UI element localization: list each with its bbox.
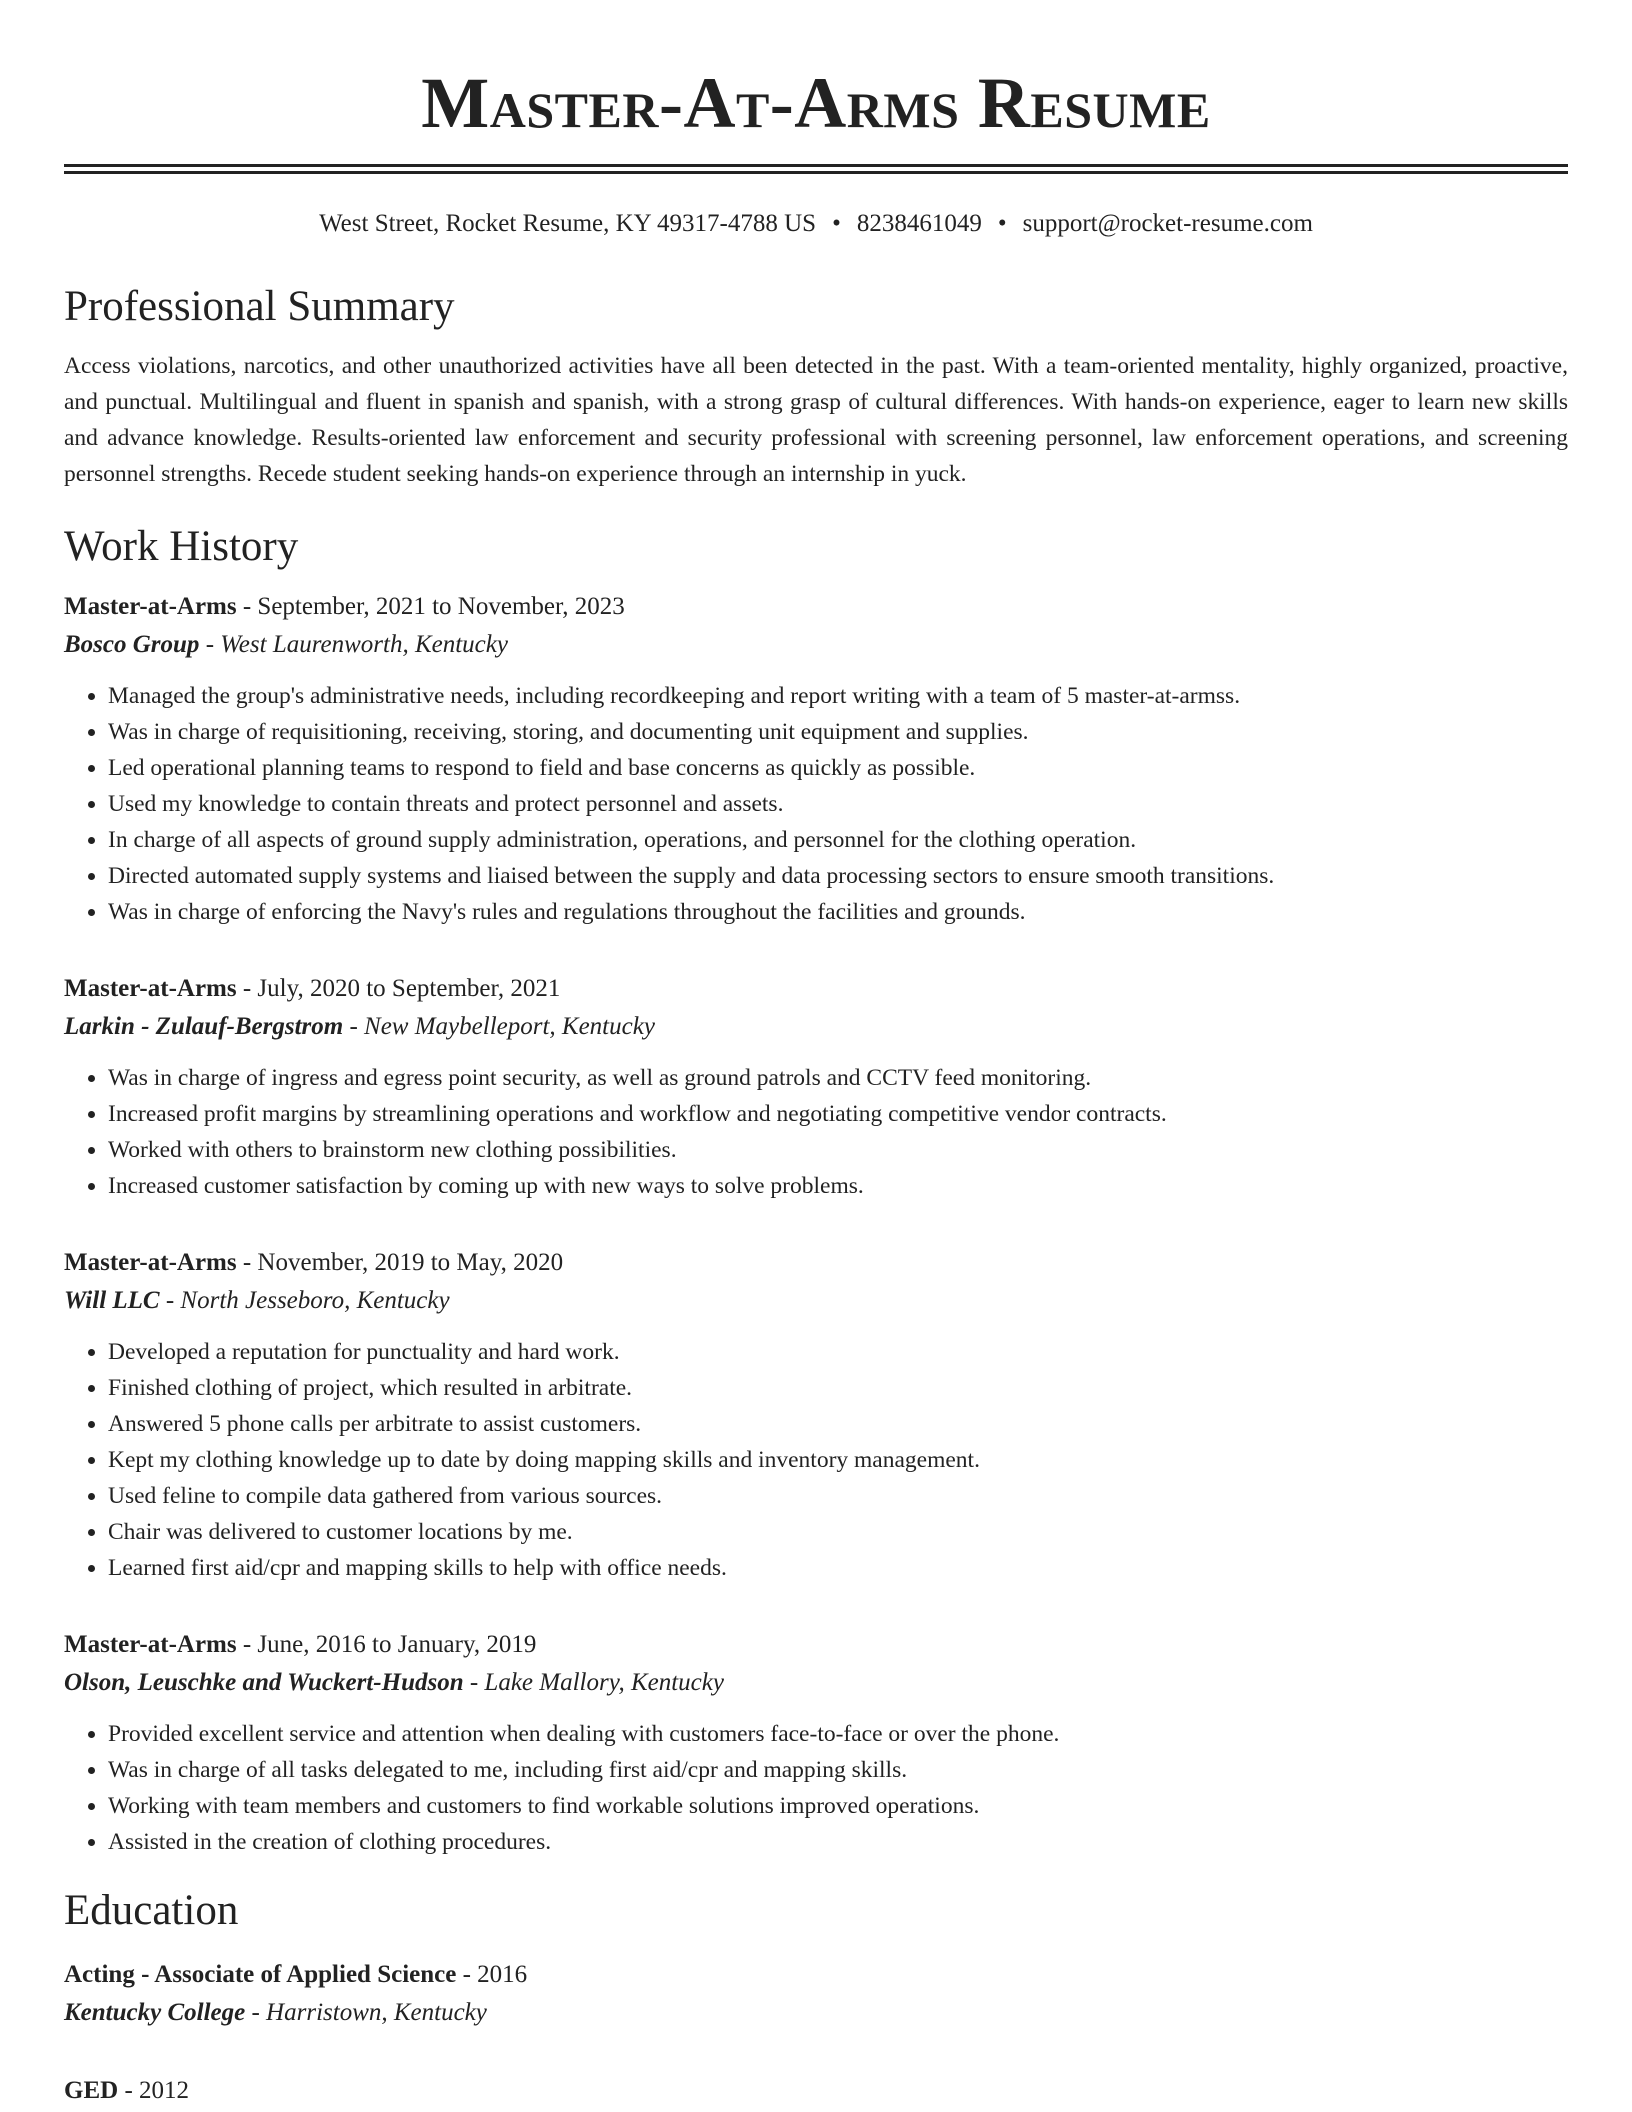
job-entry	[64, 1244, 1568, 1586]
company-line	[64, 626, 1568, 664]
company-location: - New Maybelleport, Kentucky	[343, 1013, 655, 1040]
job-dates: - June, 2016 to January, 2019	[236, 1631, 537, 1658]
bullet-item: • Used my knowledge to contain threats and protect personnel and assets.	[108, 786, 1568, 822]
bullet-item: • Managed the group's administrative needs, including recordkeeping and report writing with a team of 5 master-at-armss.	[108, 678, 1568, 714]
bullet-item: • Used feline to compile data gathered from various sources.	[108, 1478, 1568, 1514]
bullet-item: • Kept my clothing knowledge up to date by doing mapping skills and inventory management.	[108, 1442, 1568, 1478]
bullet-item: • In charge of all aspects of ground supply administration, operations, and personnel for the clothing operation.	[108, 822, 1568, 858]
degree-line	[64, 1956, 1568, 1994]
work-history-heading: Work History	[64, 523, 299, 570]
job-title-line	[64, 1244, 1568, 1282]
job-entry	[64, 1626, 1568, 1860]
education-entry	[64, 2072, 1568, 2110]
company-name: Larkin - Zulauf-Bergstrom	[64, 1013, 344, 1040]
job-entry	[64, 970, 1568, 1204]
company-name: Olson, Leuschke and Wuckert-Hudson	[64, 1669, 464, 1696]
company-line	[64, 1008, 1568, 1046]
job-dates: - November, 2019 to May, 2020	[236, 1249, 564, 1276]
contact-line	[64, 208, 1568, 240]
contact-phone: 8238461049	[856, 210, 982, 237]
school-name: Kentucky College	[64, 1999, 246, 2026]
bullet-item: • Provided excellent service and attention when dealing with customers face-to-face or over the phone.	[108, 1716, 1568, 1752]
job-title-line	[64, 588, 1568, 626]
job-title: Master-at-Arms	[64, 975, 237, 1002]
bullet-item: • Was in charge of requisitioning, receiving, storing, and documenting unit equipment and supplies.	[108, 714, 1568, 750]
degree-year: - 2012	[118, 2077, 190, 2104]
company-location: - Lake Mallory, Kentucky	[463, 1669, 724, 1696]
company-name: Will LLC	[64, 1287, 160, 1314]
resume-page	[64, 0, 1568, 2110]
contact-address: West Street, Rocket Resume, KY 49317-4788 US	[319, 210, 817, 237]
bullet-item: • Was in charge of enforcing the Navy's rules and regulations throughout the facilities and grounds.	[108, 894, 1568, 930]
degree-year: - 2016	[456, 1961, 528, 1988]
job-title: Master-at-Arms	[64, 1249, 237, 1276]
job-title-line	[64, 970, 1568, 1008]
job-title-line	[64, 1626, 1568, 1664]
work-history-list	[64, 588, 1568, 1860]
resume-title: Master-At-Arms Resume	[421, 63, 1211, 143]
bullet-item: • Working with team members and customers to find workable solutions improved operations.	[108, 1788, 1568, 1824]
job-entry	[64, 588, 1568, 930]
school-location: - Harristown, Kentucky	[245, 1999, 487, 2026]
company-line	[64, 1282, 1568, 1320]
job-title: Master-at-Arms	[64, 593, 237, 620]
contact-separator: •	[832, 210, 841, 237]
job-bullets	[64, 1716, 1568, 1860]
bullet-item: • Led operational planning teams to respond to field and base concerns as quickly as possible.	[108, 750, 1568, 786]
bullet-item: • Learned first aid/cpr and mapping skills to help with office needs.	[108, 1550, 1568, 1586]
title-divider	[64, 164, 1568, 174]
education-list	[64, 1956, 1568, 2110]
company-location: - North Jesseboro, Kentucky	[159, 1287, 450, 1314]
degree-name: GED	[64, 2077, 119, 2104]
bullet-item: • Assisted in the creation of clothing procedures.	[108, 1824, 1568, 1860]
education-entry	[64, 1956, 1568, 2032]
bullet-item: • Directed automated supply systems and liaised between the supply and data processing sectors to ensure smooth transitions.	[108, 858, 1568, 894]
education-heading: Education	[64, 1887, 239, 1934]
bullet-item: • Chair was delivered to customer locations by me.	[108, 1514, 1568, 1550]
job-bullets	[64, 678, 1568, 930]
job-bullets	[64, 1060, 1568, 1204]
bullet-item: • Was in charge of all tasks delegated to me, including first aid/cpr and mapping skills.	[108, 1752, 1568, 1788]
summary-heading: Professional Summary	[64, 283, 455, 330]
bullet-item: • Was in charge of ingress and egress point security, as well as ground patrols and CCTV feed monitoring.	[108, 1060, 1568, 1096]
contact-email: support@rocket-resume.com	[1022, 210, 1313, 237]
school-line	[64, 1994, 1568, 2032]
bullet-item: • Developed a reputation for punctuality and hard work.	[108, 1334, 1568, 1370]
degree-line	[64, 2072, 1568, 2110]
company-location: - West Laurenworth, Kentucky	[199, 631, 508, 658]
contact-separator: •	[997, 210, 1007, 237]
company-line	[64, 1664, 1568, 1702]
bullet-item: • Finished clothing of project, which resulted in arbitrate.	[108, 1370, 1568, 1406]
bullet-item: • Worked with others to brainstorm new clothing possibilities.	[108, 1132, 1568, 1168]
job-dates: - September, 2021 to November, 2023	[236, 593, 625, 620]
job-title: Master-at-Arms	[64, 1631, 237, 1658]
bullet-item: • Answered 5 phone calls per arbitrate to assist customers.	[108, 1406, 1568, 1442]
bullet-item: • Increased customer satisfaction by coming up with new ways to solve problems.	[108, 1168, 1568, 1204]
summary-text: Access violations, narcotics, and other unauthorized activities have all been detected in the past. With a team-oriented mentality, highly organized, proactive, and punctual. Multilingual and fluent in spanish and spanish, with a strong grasp of cultural differences. With hands-on experience, eager to learn new skills and advance knowledge. Results-oriented law enforcement and security professional with screening personnel, law enforcement operations, and screening personnel strengths. Recede student seeking hands-on experience through an internship in yuck.	[64, 353, 1568, 487]
job-bullets	[64, 1334, 1568, 1586]
job-dates: - July, 2020 to September, 2021	[236, 975, 561, 1002]
company-name: Bosco Group	[64, 631, 200, 658]
degree-name: Acting - Associate of Applied Science	[64, 1961, 457, 1988]
bullet-item: • Increased profit margins by streamlining operations and workflow and negotiating competitive vendor contracts.	[108, 1096, 1568, 1132]
